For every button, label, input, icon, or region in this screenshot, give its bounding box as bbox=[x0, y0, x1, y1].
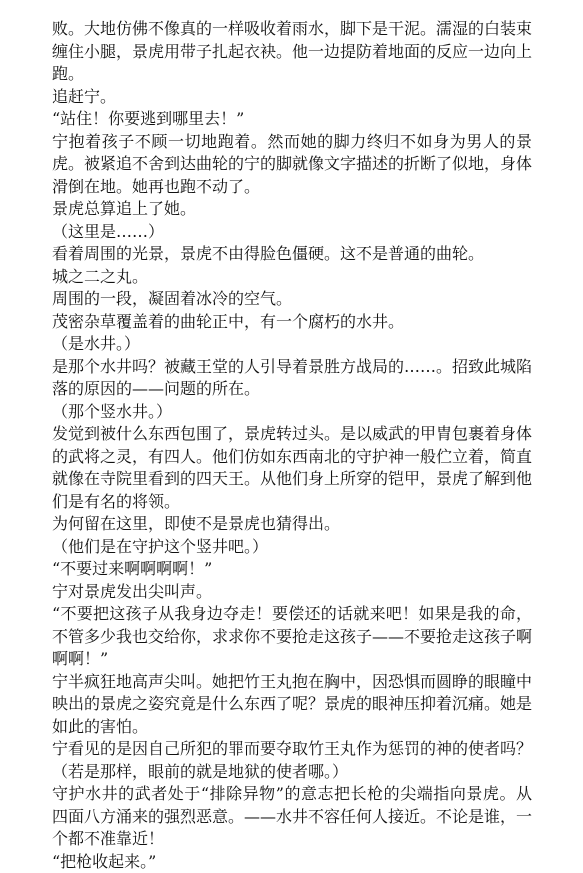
paragraph-12: 是那个水井吗？被藏王堂的人引导着景胜方战局的……。招致此城陷落的原因的——问题的所在。 bbox=[52, 356, 532, 401]
paragraph-20: 宁半疯狂地高声尖叫。她把竹王丸抱在胸中，因恐惧而圆睁的眼瞳中映出的景虎之姿究竟是什么东西了呢？景虎的眼神压抑着沉痛。她是如此的害怕。 bbox=[52, 671, 532, 739]
paragraph-10: 茂密杂草覆盖着的曲轮正中，有一个腐朽的水井。 bbox=[52, 311, 532, 334]
paragraph-8: 城之二之丸。 bbox=[52, 266, 532, 289]
paragraph-16: （他们是在守护这个竖井吧。） bbox=[52, 536, 532, 559]
paragraph-18: 宁对景虎发出尖叫声。 bbox=[52, 581, 532, 604]
paragraph-23: 守护水井的武者处于“排除异物”的意志把长枪的尖端指向景虎。从四面八方涌来的强烈恶意。——水井不容任何人接近。不论是谁，一个都不准靠近！ bbox=[52, 783, 532, 851]
paragraph-4: 宁抱着孩子不顾一切地跑着。然而她的脚力终归不如身为男人的景虎。被紧追不舍到达曲轮的宁的脚就像文字描述的折断了似地，身体滑倒在地。她再也跑不动了。 bbox=[52, 131, 532, 199]
document-page bbox=[52, 18, 532, 873]
paragraph-19: “不要把这孩子从我身边夺走！要偿还的话就来吧！如果是我的命，不管多少我也交给你，求求你不要抢走这孩子——不要抢走这孩子啊啊啊！” bbox=[52, 603, 532, 671]
paragraph-17: “不要过来啊啊啊啊！” bbox=[52, 558, 532, 581]
paragraph-22: （若是那样，眼前的就是地狱的使者哪。） bbox=[52, 761, 532, 784]
paragraph-24: “把枪收起来。” bbox=[52, 851, 532, 873]
paragraph-7: 看着周围的光景，景虎不由得脸色僵硬。这不是普通的曲轮。 bbox=[52, 243, 532, 266]
paragraph-13: （那个竖水井。） bbox=[52, 401, 532, 424]
paragraph-21: 宁看见的是因自己所犯的罪而要夺取竹王丸作为惩罚的神的使者吗？ bbox=[52, 738, 532, 761]
paragraph-3: “站住！你要逃到哪里去！” bbox=[52, 108, 532, 131]
paragraph-6: （这里是……） bbox=[52, 221, 532, 244]
paragraph-14: 发觉到被什么东西包围了，景虎转过头。是以威武的甲胄包裹着身体的武将之灵，有四人。他们仿如东西南北的守护神一般伫立着，简直就像在寺院里看到的四天王。从他们身上所穿的铠甲，景虎了解到他们是有名的将领。 bbox=[52, 423, 532, 513]
paragraph-2: 追赶宁。 bbox=[52, 86, 532, 109]
paragraph-11: （是水井。） bbox=[52, 333, 532, 356]
paragraph-1: 败。大地仿佛不像真的一样吸收着雨水，脚下是干泥。濡湿的白装束缠住小腿，景虎用带子扎起衣袂。他一边提防着地面的反应一边向上跑。 bbox=[52, 18, 532, 86]
paragraph-5: 景虎总算追上了她。 bbox=[52, 198, 532, 221]
paragraph-9: 周围的一段，凝固着冰冷的空气。 bbox=[52, 288, 532, 311]
paragraph-15: 为何留在这里，即使不是景虎也猜得出。 bbox=[52, 513, 532, 536]
